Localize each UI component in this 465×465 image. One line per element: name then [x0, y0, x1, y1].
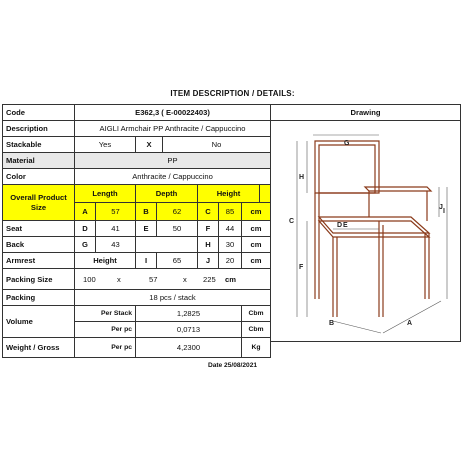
seat-unit: cm: [241, 220, 271, 237]
depth-value: 62: [156, 202, 198, 221]
packing-size-unit: cm: [225, 274, 236, 284]
packing-size-v3: 225: [203, 274, 216, 284]
length-header: Length: [74, 184, 136, 203]
volume-label: Volume: [2, 305, 75, 338]
letter-c: C: [289, 218, 295, 225]
armrest-label: Armrest: [2, 252, 75, 269]
height-value: 85: [218, 202, 242, 221]
back-empty-cell: [135, 236, 198, 253]
material-value: PP: [74, 152, 271, 169]
weight-value: 4,2300: [135, 337, 242, 358]
packing-size-label: Packing Size: [2, 268, 75, 290]
letter-f-cell: F: [197, 220, 219, 237]
letter-g-cell: G: [74, 236, 96, 253]
letter-i: I: [443, 208, 445, 215]
letter-e: E: [343, 222, 348, 229]
letter-c-cell: C: [197, 202, 219, 221]
dim-a: [383, 301, 441, 333]
backrest-inner-shape: [319, 145, 375, 193]
page-title: ITEM DESCRIPTION / DETAILS:: [170, 89, 295, 98]
date-footer: Date 25/08/2021: [207, 362, 258, 369]
letter-e-cell: E: [135, 220, 157, 237]
packing-size-x2: x: [183, 274, 187, 284]
seat-shape: [319, 217, 429, 233]
color-label: Color: [2, 168, 75, 185]
letter-d: D: [337, 222, 343, 229]
volume-per-pc-label: Per pc: [74, 321, 136, 338]
letter-g: G: [344, 140, 350, 147]
overall-header-spacer: [259, 184, 271, 203]
dim-b: [333, 321, 381, 333]
seat-f-value: 44: [218, 220, 242, 237]
weight-unit: Kg: [241, 337, 271, 358]
material-label: Material: [2, 152, 75, 169]
back-g-value: 43: [95, 236, 136, 253]
depth-header: Depth: [135, 184, 198, 203]
description-value: AIGLI Armchair PP Anthracite / Cappuccino: [74, 120, 271, 137]
length-value: 57: [95, 202, 136, 221]
armrest-height-label: Height: [74, 252, 136, 269]
volume-stack-unit: Cbm: [241, 305, 271, 322]
stackable-x-mark: X: [135, 136, 163, 153]
drawing-header: Drawing: [270, 104, 461, 121]
weight-label: Weight / Gross: [2, 337, 75, 358]
letter-j: J: [439, 204, 443, 211]
seat-label: Seat: [2, 220, 75, 237]
weight-per-pc-label: Per pc: [74, 337, 136, 358]
overall-size-label: Overall Product Size: [2, 184, 75, 221]
packing-size-v2: 57: [149, 274, 158, 284]
volume-per-pc-value: 0,0713: [135, 321, 242, 338]
volume-pc-unit: Cbm: [241, 321, 271, 338]
armrest-j-value: 20: [218, 252, 242, 269]
seat-e-value: 50: [156, 220, 198, 237]
letter-b: B: [329, 320, 335, 327]
volume-per-stack-label: Per Stack: [74, 305, 136, 322]
letter-i-cell: I: [135, 252, 157, 269]
packing-value: 18 pcs / stack: [74, 289, 271, 306]
description-label: Description: [2, 120, 75, 137]
stackable-no: No: [162, 136, 271, 153]
packing-size-x1: x: [117, 274, 121, 284]
height-header: Height: [197, 184, 260, 203]
code-value: E362,3 ( E-00022403): [74, 104, 271, 121]
volume-per-stack-value: 1,2825: [135, 305, 242, 322]
packing-label: Packing: [2, 289, 75, 306]
overall-unit: cm: [241, 202, 271, 221]
back-label: Back: [2, 236, 75, 253]
seat-d-value: 41: [95, 220, 136, 237]
armchair-drawing: [271, 121, 460, 341]
packing-size-v1: 100: [83, 274, 96, 284]
letter-a: A: [407, 320, 413, 327]
letter-d-cell: D: [74, 220, 96, 237]
letter-a-cell: A: [74, 202, 96, 221]
armrest-i-value: 65: [156, 252, 198, 269]
stackable-label: Stackable: [2, 136, 75, 153]
stackable-yes: Yes: [74, 136, 136, 153]
letter-h: H: [299, 174, 305, 181]
letter-b-cell: B: [135, 202, 157, 221]
backrest-shape: [315, 141, 379, 193]
letter-f: F: [299, 264, 304, 271]
packing-size-row: [74, 268, 271, 290]
letter-h-cell: H: [197, 236, 219, 253]
drawing-panel: [270, 120, 461, 342]
armrest-unit: cm: [241, 252, 271, 269]
back-h-value: 30: [218, 236, 242, 253]
code-label: Code: [2, 104, 75, 121]
color-value: Anthracite / Cappuccino: [74, 168, 271, 185]
letter-j-cell: J: [197, 252, 219, 269]
back-unit: cm: [241, 236, 271, 253]
